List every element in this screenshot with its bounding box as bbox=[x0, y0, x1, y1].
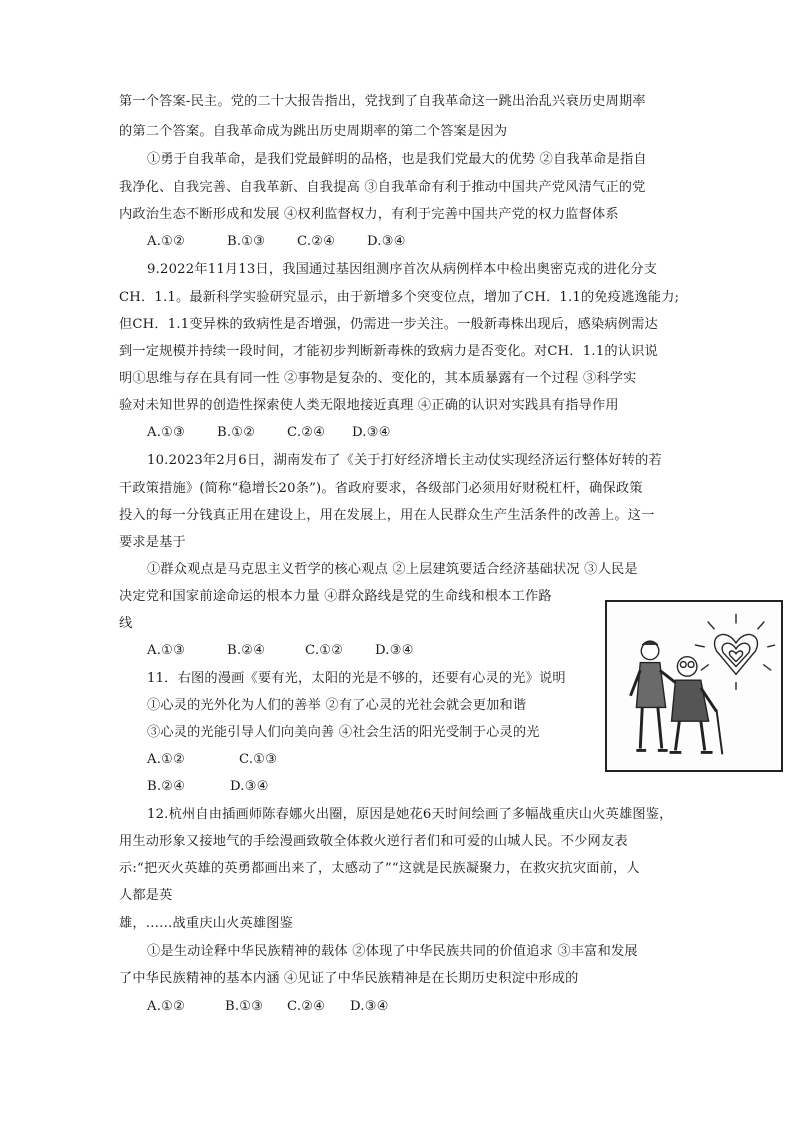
cartoon-drawing bbox=[607, 602, 781, 770]
q12-line-1: 12.杭州自由插画师陈春娜火出圈，原因是她花6天时间绘画了多幅战重庆山火英雄图鉴， bbox=[147, 807, 673, 822]
q9-line-5: 明①思维与存在具有同一性 ②事物是复杂的、变化的，其本质暴露有一个过程 ③科学实 bbox=[119, 371, 637, 386]
q12-line-3: 示:“把灭火英雄的英勇都画出来了，太感动了”“这就是民族凝聚力，在救灾抗灾面前，人 bbox=[119, 861, 640, 876]
q9-option-a: A.①③ bbox=[147, 425, 186, 440]
young-man-figure bbox=[631, 641, 678, 750]
q12-statement-1: ①是生动诠释中华民族精神的载体 ②体现了中华民族共同的价值追求 ③丰富和发展 bbox=[147, 944, 638, 959]
q11-options-row-2 bbox=[147, 778, 269, 796]
q12-statement-2: 了中华民族精神的基本内涵 ④见证了中华民族精神是在长期历史积淀中形成的 bbox=[119, 971, 579, 986]
q11-statement-2: ③心灵的光能引导人们向美向善 ④社会生活的阳光受制于心灵的光 bbox=[147, 725, 540, 740]
q12-option-c: C.②④ bbox=[287, 999, 326, 1014]
q8-options bbox=[147, 233, 406, 251]
q10-line-1: 10.2023年2月6日，湖南发布了《关于打好经济增长主动仗实现经济运行整体好转的若 bbox=[147, 453, 662, 468]
q11-option-d: D.③④ bbox=[230, 779, 269, 794]
q8-line-2: 的第二个答案。自我革命成为跳出历史周期率的第二个答案是因为 bbox=[119, 124, 508, 139]
q9-line-2: CH．1.1。最新科学实验研究显示，由于新增多个突变位点，增加了CH．1.1的免疫逃逸能力; bbox=[119, 290, 680, 305]
q10-statement-3: 线 bbox=[119, 616, 133, 631]
q8-option-c: C.②④ bbox=[297, 234, 336, 249]
q11-option-a: A.①② bbox=[147, 752, 186, 767]
q12-option-d: D.③④ bbox=[350, 999, 389, 1014]
q9-line-3: 但CH．1.1变异株的致病性是否增强，仍需进一步关注。一般新毒株出现后，感染病例需达 bbox=[119, 317, 658, 332]
q9-line-4: 到一定规模并持续一段时间，才能初步判断新毒株的致病力是否变化。对CH．1.1的认识说 bbox=[119, 344, 658, 359]
q12-line-4: 人都是英 bbox=[119, 888, 173, 903]
q8-statement-1: ①勇于自我革命，是我们党最鲜明的品格，也是我们党最大的优势 ②自我革命是指自 bbox=[147, 152, 647, 167]
q9-option-b: B.①② bbox=[217, 425, 256, 440]
q9-option-d: D.③④ bbox=[352, 425, 391, 440]
q10-option-a: A.①③ bbox=[147, 643, 186, 658]
q12-option-b: B.①③ bbox=[225, 999, 264, 1014]
q8-option-b: B.①③ bbox=[227, 234, 266, 249]
q10-options bbox=[147, 642, 414, 660]
q11-option-c: C.①③ bbox=[239, 752, 278, 767]
q11-options-row-1 bbox=[147, 751, 277, 769]
q11-option-b: B.②④ bbox=[147, 779, 186, 794]
q10-statement-1: ①群众观点是马克思主义哲学的核心观点 ②上层建筑要适合经济基础状况 ③人民是 bbox=[147, 562, 638, 577]
q9-line-1: 9.2022年11月13日，我国通过基因组测序首次从病例样本中检出奥密克戎的进化分支 bbox=[147, 262, 658, 277]
q12-line-2: 用生动形象又接地气的手绘漫画致敬全体救火逆行者们和可爱的山城人民。不少网友表 bbox=[119, 834, 628, 849]
q8-statement-3: 内政治生态不断形成和发展 ④权利监督权力，有利于完善中国共产党的权力监督体系 bbox=[119, 207, 619, 222]
q10-option-c: C.①② bbox=[305, 643, 344, 658]
q11-statement-1: ①心灵的光外化为人们的善举 ②有了心灵的光社会就会更加和谐 bbox=[147, 698, 527, 713]
q12-option-a: A.①② bbox=[147, 999, 186, 1014]
q10-option-d: D.③④ bbox=[375, 643, 414, 658]
q8-option-a: A.①② bbox=[147, 234, 186, 249]
q9-option-c: C.②④ bbox=[287, 425, 326, 440]
q10-line-3: 投入的每一分钱真正用在建设上，用在发展上，用在人民群众生产生活条件的改善上。这一 bbox=[119, 508, 655, 523]
q12-line-5: 雄，……战重庆山火英雄图鉴 bbox=[119, 916, 294, 931]
q8-statement-2: 我净化、自我完善、自我革新、自我提高 ③自我革命有利于推动中国共产党风清气正的党 bbox=[119, 180, 646, 195]
q11-line-1: 11．右图的漫画《要有光，太阳的光是不够的，还要有心灵的光》说明 bbox=[147, 671, 566, 686]
q8-option-d: D.③④ bbox=[367, 234, 406, 249]
cartoon-image bbox=[605, 600, 783, 772]
q10-line-4: 要求是基于 bbox=[119, 535, 186, 550]
q9-line-6: 验对未知世界的创造性探索使人类无限地接近真理 ④正确的认识对实践具有指导作用 bbox=[119, 398, 619, 413]
q12-options bbox=[147, 998, 389, 1016]
q10-option-b: B.②④ bbox=[227, 643, 266, 658]
q8-line-1: 第一个答案-民主。党的二十大报告指出，党找到了自我革命这一跳出治乱兴衰历史周期率 bbox=[119, 94, 646, 109]
q9-options bbox=[147, 424, 391, 442]
glowing-heart-icon bbox=[695, 614, 775, 690]
q10-statement-2: 决定党和国家前途命运的根本力量 ④群众路线是党的生命线和根本工作路 bbox=[119, 589, 552, 604]
q10-line-2: 干政策措施》(简称“稳增长20条”)。省政府要求，各级部门必须用好财税杠杆，确保政策 bbox=[119, 481, 643, 496]
elderly-man-figure bbox=[670, 657, 723, 755]
